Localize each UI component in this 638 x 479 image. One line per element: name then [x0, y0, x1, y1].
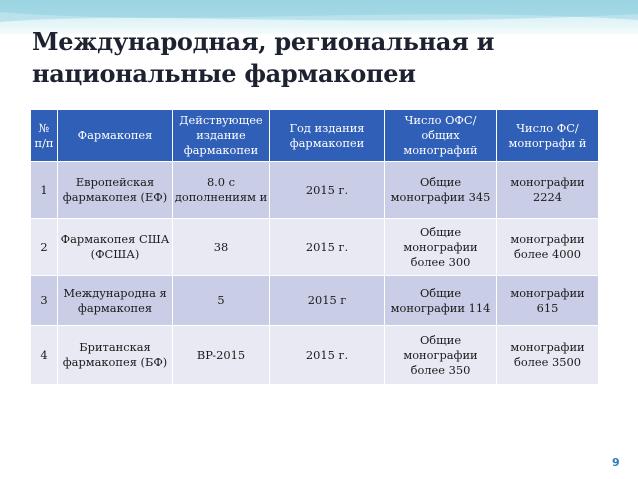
- header-edition: Действующее издание фармакопеи: [173, 110, 270, 162]
- cell-general: Общие монографии более 350: [385, 326, 497, 385]
- table-row: [31, 276, 599, 326]
- cell-num: 2: [31, 219, 58, 276]
- cell-edition: 8.0 с дополнениям и: [173, 162, 270, 219]
- cell-num: 4: [31, 326, 58, 385]
- cell-edition: 38: [173, 219, 270, 276]
- cell-edition: BP-2015: [173, 326, 270, 385]
- cell-general: Общие монографии 345: [385, 162, 497, 219]
- cell-name: Фармакопея США (ФСША): [58, 219, 173, 276]
- cell-name: Европейская фармакопея (ЕФ): [58, 162, 173, 219]
- page-number: 9: [612, 456, 620, 469]
- cell-year: 2015 г.: [270, 326, 385, 385]
- header-specific-monographs: Число ФС/монографи й: [497, 110, 599, 162]
- cell-general: Общие монографии более 300: [385, 219, 497, 276]
- cell-name: Международна я фармакопея: [58, 276, 173, 326]
- header-year: Год издания фармакопеи: [270, 110, 385, 162]
- slide-title-line-2: национальные фармакопеи: [32, 59, 416, 88]
- cell-year: 2015 г.: [270, 219, 385, 276]
- header-pharmacopoeia: Фармакопея: [58, 110, 173, 162]
- slide-title: [32, 26, 612, 90]
- cell-specific: монографии 615: [497, 276, 599, 326]
- table-row: [31, 162, 599, 219]
- header-num: № п/п: [31, 110, 58, 162]
- slide-title-line-1: Международная, региональная и: [32, 27, 495, 56]
- cell-specific: монографии 2224: [497, 162, 599, 219]
- cell-year: 2015 г.: [270, 162, 385, 219]
- cell-specific: монографии более 4000: [497, 219, 599, 276]
- cell-num: 1: [31, 162, 58, 219]
- table-header-row: [31, 110, 599, 162]
- cell-name: Британская фармакопея (БФ): [58, 326, 173, 385]
- pharmacopoeia-table: [30, 109, 599, 385]
- table-row: [31, 219, 599, 276]
- cell-edition: 5: [173, 276, 270, 326]
- header-general-monographs: Число ОФС/общих монографий: [385, 110, 497, 162]
- cell-year: 2015 г: [270, 276, 385, 326]
- cell-general: Общие монографии 114: [385, 276, 497, 326]
- table-row: [31, 326, 599, 385]
- cell-specific: монографии более 3500: [497, 326, 599, 385]
- cell-num: 3: [31, 276, 58, 326]
